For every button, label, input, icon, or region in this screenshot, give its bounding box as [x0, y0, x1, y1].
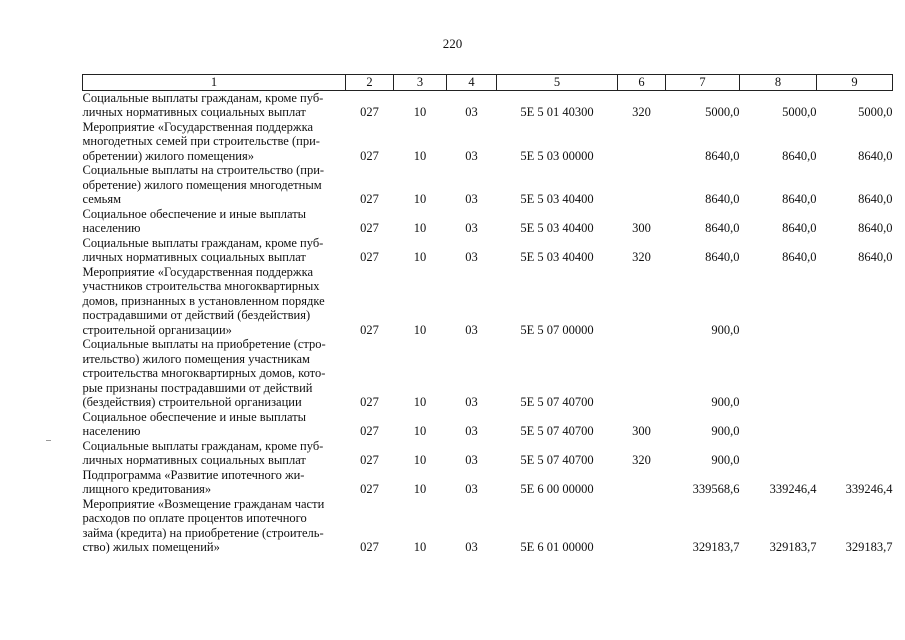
amount-year-1: 900,0 — [711, 395, 740, 409]
description-line: ительство) жилого помещения участникам — [82, 351, 310, 366]
amount-year-1: 900,0 — [711, 424, 740, 438]
target-article: 5Е 6 01 00000 — [520, 540, 594, 554]
table-row — [83, 163, 893, 207]
description-line: пострадавшими от действий (бездействия) — [82, 308, 311, 322]
amount-year-3: 329183,7 — [845, 540, 893, 554]
amount-year-1: 900,0 — [711, 453, 740, 467]
description-line: личных нормативных социальных выплат — [82, 105, 306, 119]
target-article: 5Е 5 03 00000 — [520, 148, 594, 163]
ministry-code: 027 — [360, 322, 379, 337]
description-line: лищного кредитования» — [82, 482, 212, 496]
amount-year-3 — [817, 337, 893, 410]
table-row — [83, 265, 893, 338]
description-line: строительной организации» — [82, 322, 232, 337]
amount-year-1: 5000,0 — [705, 105, 740, 119]
amount-year-3: 8640,0 — [858, 221, 893, 235]
description-line: населению — [82, 221, 141, 235]
description-line: рые признаны пострадавшими от действий — [82, 380, 313, 395]
amount-year-3 — [817, 265, 893, 338]
section-code: 10 — [413, 395, 427, 409]
header-cell-6: 6 — [618, 75, 666, 91]
expense-type — [618, 265, 666, 338]
description-line: займа (кредита) на приобретение (строитель- — [82, 525, 324, 540]
amount-year-3: 339246,4 — [845, 482, 893, 496]
ministry-code: 027 — [360, 105, 379, 119]
expense-type — [618, 497, 666, 555]
amount-year-1: 8640,0 — [705, 250, 740, 264]
row-description — [83, 236, 346, 265]
target-article: 5Е 6 00 00000 — [520, 482, 594, 496]
row-description — [83, 410, 346, 439]
header-cell-7: 7 — [666, 75, 740, 91]
expense-type: 320 — [632, 453, 651, 467]
header-cell-1: 1 — [83, 75, 346, 91]
section-code: 10 — [413, 482, 427, 496]
table-row — [83, 120, 893, 164]
amount-year-2 — [740, 265, 817, 338]
section-code: 10 — [413, 322, 427, 337]
description-line: Социальное обеспечение и иные выплаты — [82, 206, 307, 221]
section-code: 10 — [413, 540, 427, 554]
expense-type: 320 — [632, 250, 651, 264]
amount-year-1: 900,0 — [711, 322, 740, 337]
target-article: 5Е 5 03 40400 — [520, 250, 594, 264]
amount-year-2: 8640,0 — [782, 221, 817, 235]
section-code: 10 — [413, 221, 427, 235]
ministry-code: 027 — [360, 424, 379, 438]
amount-year-3: 8640,0 — [858, 192, 893, 206]
amount-year-2: 5000,0 — [782, 105, 817, 119]
row-description — [83, 207, 346, 236]
ministry-code: 027 — [360, 221, 379, 235]
amount-year-1: 8640,0 — [705, 221, 740, 235]
description-line: Мероприятие «Государственная поддержка — [82, 119, 313, 134]
amount-year-1: 8640,0 — [705, 192, 740, 206]
description-line: Социальные выплаты на приобретение (стро- — [82, 337, 326, 351]
description-line: Социальные выплаты на строительство (при- — [82, 163, 325, 177]
row-description — [83, 265, 346, 338]
expense-type — [618, 163, 666, 207]
amount-year-1: 329183,7 — [692, 540, 740, 554]
table-row — [83, 439, 893, 468]
target-article: 5Е 5 07 00000 — [520, 322, 594, 337]
subsection-code: 03 — [465, 148, 478, 163]
subsection-code: 03 — [465, 192, 478, 206]
amount-year-1: 339568,6 — [692, 482, 740, 496]
table-row — [83, 468, 893, 497]
target-article: 5Е 5 01 40300 — [520, 105, 594, 119]
table-row — [83, 90, 893, 120]
expense-type — [618, 468, 666, 497]
row-description — [83, 497, 346, 555]
amount-year-3: 8640,0 — [858, 250, 893, 264]
section-code: 10 — [413, 105, 427, 119]
amount-year-1: 8640,0 — [705, 148, 740, 163]
amount-year-2 — [740, 410, 817, 439]
description-line: семьям — [82, 192, 122, 206]
table-row — [83, 207, 893, 236]
subsection-code: 03 — [465, 395, 478, 409]
expense-type — [618, 120, 666, 164]
table-row — [83, 236, 893, 265]
target-article: 5Е 5 07 40700 — [520, 453, 594, 467]
amount-year-2: 8640,0 — [782, 250, 817, 264]
expense-type — [618, 337, 666, 410]
target-article: 5Е 5 03 40400 — [520, 221, 594, 235]
row-description — [83, 468, 346, 497]
target-article: 5Е 5 07 40700 — [520, 395, 594, 409]
subsection-code: 03 — [465, 424, 478, 438]
description-line: домов, признанных в установленном порядке — [82, 293, 325, 308]
description-line: Социальные выплаты гражданам, кроме пуб- — [82, 90, 324, 105]
subsection-code: 03 — [465, 453, 478, 467]
section-code: 10 — [413, 424, 427, 438]
description-line: Социальные выплаты гражданам, кроме пуб- — [82, 438, 324, 453]
table-body — [83, 90, 893, 555]
row-description — [83, 120, 346, 164]
description-line: Социальное обеспечение и иные выплаты — [82, 409, 307, 424]
description-line: личных нормативных социальных выплат — [82, 453, 306, 467]
section-code: 10 — [413, 250, 427, 264]
description-line: участников строительства многоквартирных — [82, 279, 320, 293]
ministry-code: 027 — [360, 482, 379, 496]
table-row — [83, 410, 893, 439]
description-line: Социальные выплаты гражданам, кроме пуб- — [82, 235, 324, 250]
row-description — [83, 90, 346, 120]
header-cell-5: 5 — [497, 75, 618, 91]
row-description — [83, 337, 346, 410]
description-line: Мероприятие «Государственная поддержка — [82, 264, 313, 279]
amount-year-2: 329183,7 — [769, 540, 817, 554]
section-code: 10 — [413, 192, 427, 206]
amount-year-3 — [817, 439, 893, 468]
target-article: 5Е 5 07 40700 — [520, 424, 594, 438]
subsection-code: 03 — [465, 105, 478, 119]
expense-type: 300 — [632, 221, 651, 235]
ministry-code: 027 — [360, 540, 379, 554]
description-line: Подпрограмма «Развитие ипотечного жи- — [82, 467, 305, 482]
description-line: личных нормативных социальных выплат — [82, 250, 306, 264]
ministry-code: 027 — [360, 250, 379, 264]
ministry-code: 027 — [360, 192, 379, 206]
ministry-code: 027 — [360, 453, 379, 467]
description-line: многодетных семей при строительстве (при- — [82, 134, 320, 148]
header-cell-4: 4 — [447, 75, 497, 91]
description-line: ство) жилых помещений» — [82, 540, 220, 554]
row-description — [83, 439, 346, 468]
row-description — [83, 163, 346, 207]
expense-type: 320 — [632, 105, 651, 119]
table-row — [83, 337, 893, 410]
description-line: расходов по оплате процентов ипотечного — [82, 511, 307, 525]
amount-year-2 — [740, 439, 817, 468]
description-line: населению — [82, 424, 141, 438]
amount-year-2: 8640,0 — [782, 148, 817, 163]
header-cell-8: 8 — [740, 75, 817, 91]
expense-type: 300 — [632, 424, 651, 438]
section-code: 10 — [413, 148, 427, 163]
margin-mark — [46, 440, 51, 441]
description-line: Мероприятие «Возмещение гражданам части — [82, 496, 325, 511]
header-cell-9: 9 — [817, 75, 893, 91]
description-line: обретение) жилого помещения многодетным — [82, 177, 322, 192]
target-article: 5Е 5 03 40400 — [520, 192, 594, 206]
amount-year-3 — [817, 410, 893, 439]
header-cell-3: 3 — [394, 75, 447, 91]
subsection-code: 03 — [465, 482, 478, 496]
amount-year-2: 339246,4 — [769, 482, 817, 496]
amount-year-2 — [740, 337, 817, 410]
description-line: строительства многоквартирных домов, кото- — [82, 366, 326, 380]
description-line: обретении) жилого помещения» — [82, 148, 254, 163]
header-row — [83, 75, 893, 91]
description-line: (бездействия) строительной организации — [82, 395, 302, 409]
header-cell-2: 2 — [346, 75, 394, 91]
amount-year-2: 8640,0 — [782, 192, 817, 206]
subsection-code: 03 — [465, 540, 478, 554]
table-row — [83, 497, 893, 555]
amount-year-3: 8640,0 — [858, 148, 893, 163]
amount-year-3: 5000,0 — [858, 105, 893, 119]
ministry-code: 027 — [360, 395, 379, 409]
subsection-code: 03 — [465, 250, 478, 264]
subsection-code: 03 — [465, 221, 478, 235]
page-number: 220 — [442, 36, 463, 51]
budget-table — [82, 74, 893, 555]
section-code: 10 — [413, 453, 427, 467]
subsection-code: 03 — [465, 322, 478, 337]
ministry-code: 027 — [360, 148, 379, 163]
